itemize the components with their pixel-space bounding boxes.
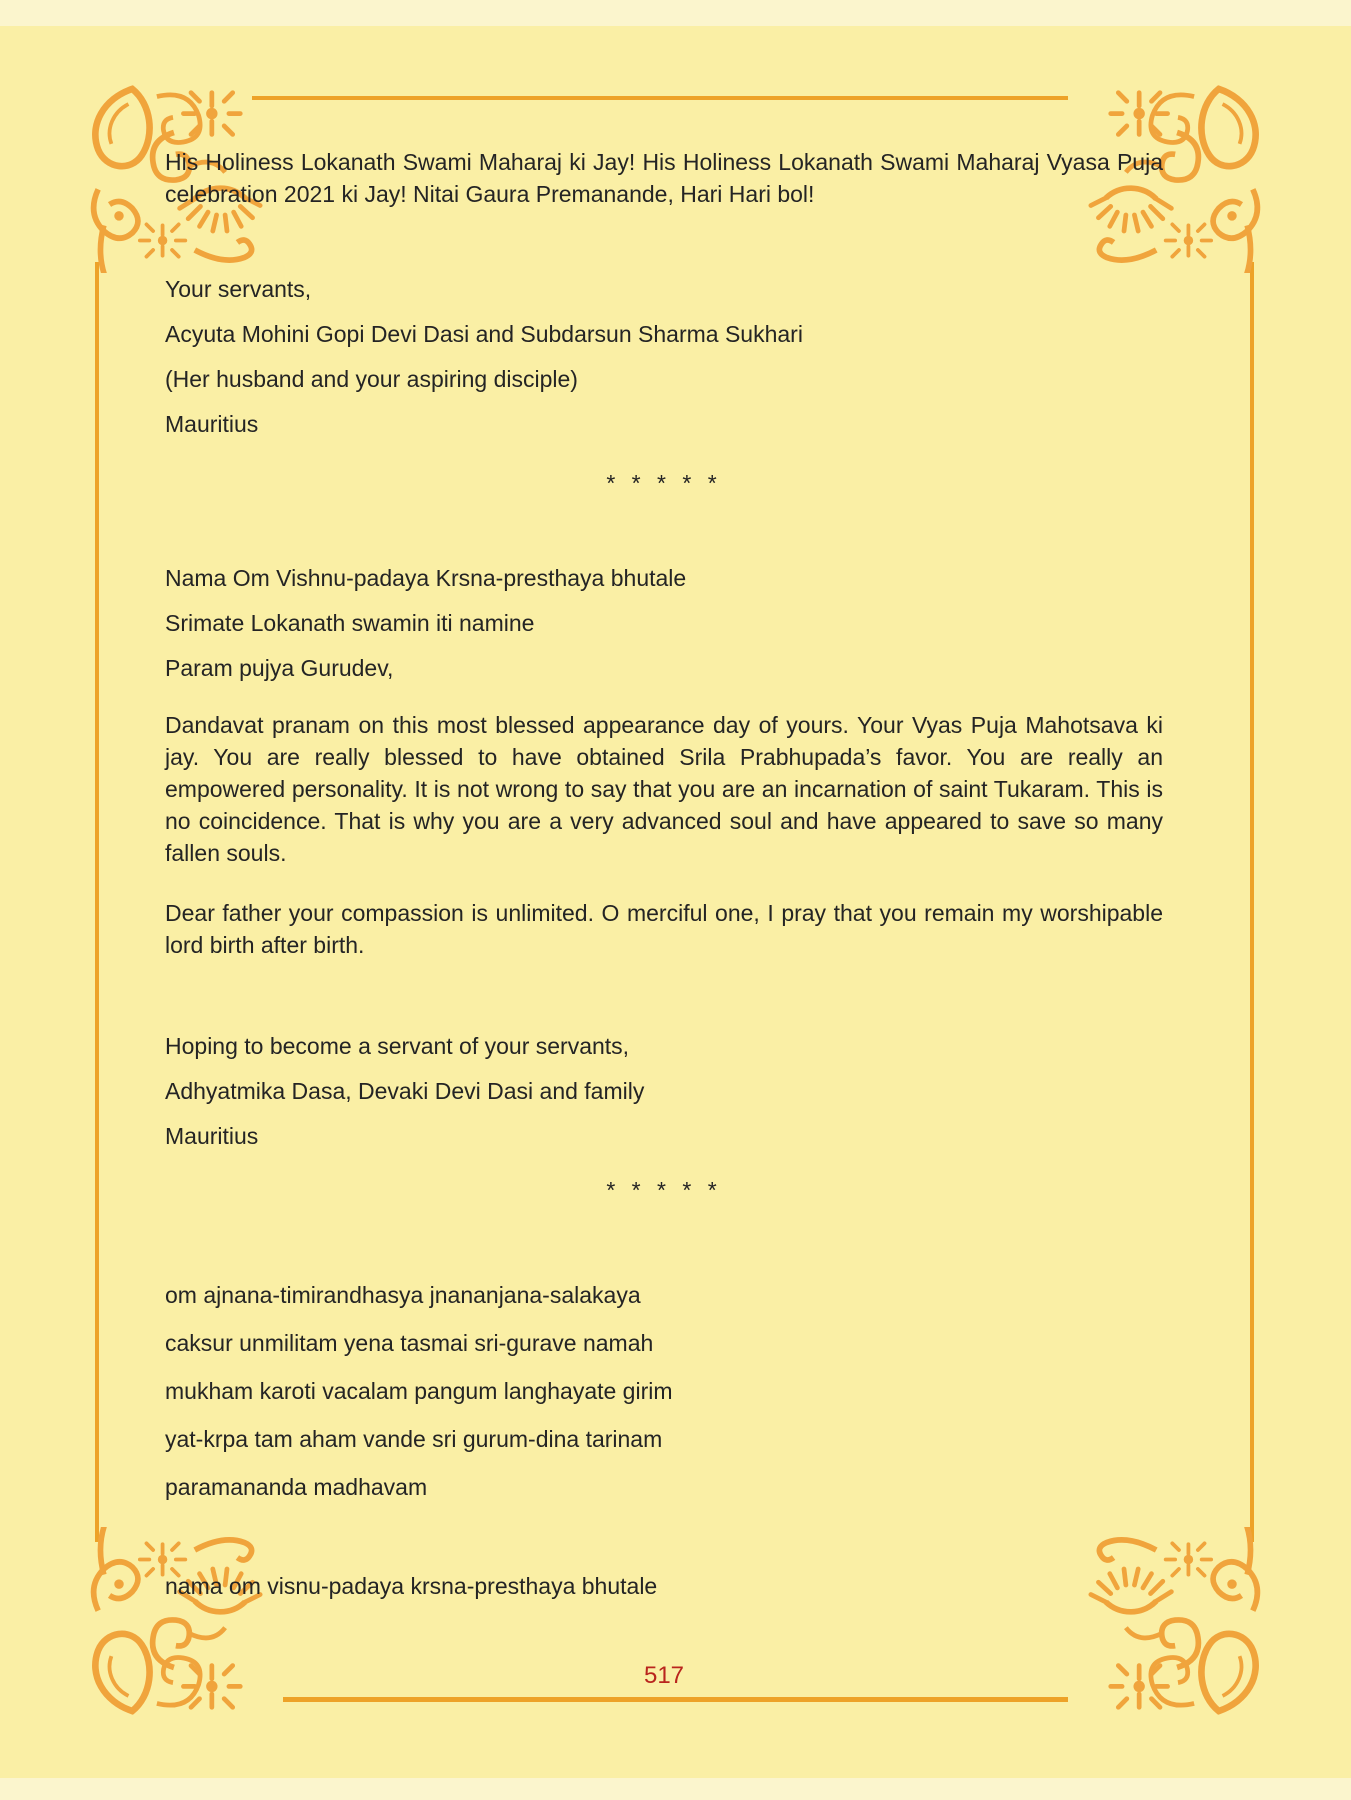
section-separator: * * * * * <box>606 1177 722 1203</box>
page-text-column <box>165 146 1163 1615</box>
frame-line-left <box>95 262 99 1542</box>
frame-line-bottom <box>283 1697 1068 1702</box>
signoff2-location: Mauritius <box>165 1123 259 1149</box>
verse-line-6: nama om visnu-padaya krsna-presthaya bhutale <box>165 1573 658 1599</box>
invocation-line-3: Param pujya Gurudev, <box>165 655 394 681</box>
section-separator: * * * * * <box>606 470 722 496</box>
page-number: 517 <box>643 1662 685 1689</box>
signoff-location: Mauritius <box>165 411 259 437</box>
signoff2-names: Adhyatmika Dasa, Devaki Devi Dasi and family <box>165 1078 645 1104</box>
verse-line-5: paramananda madhavam <box>165 1474 428 1500</box>
signoff2-intro: Hoping to become a servant of your servants, <box>165 1033 630 1059</box>
frame-line-top <box>252 96 1068 100</box>
salutation-paragraph: His Holiness Lokanath Swami Maharaj ki Jay! His Holiness Lokanath Swami Maharaj Vyasa Puja celebration 2021 ki Jay! Nitai Gaura Premanande, Hari Hari bol! <box>165 149 1163 207</box>
signoff-intro: Your servants, <box>165 276 312 302</box>
verse-line-2: caksur unmilitam yena tasmai sri-gurave namah <box>165 1330 654 1356</box>
signoff-note: (Her husband and your aspiring disciple) <box>165 366 578 392</box>
verse-line-1: om ajnana-timirandhasya jnananjana-salakaya <box>165 1282 641 1308</box>
offering-paragraph-2: Dear father your compassion is unlimited. O merciful one, I pray that you remain my worshipable lord birth after birth. <box>165 900 1163 958</box>
frame-line-right <box>1250 262 1254 1542</box>
verse-line-3: mukham karoti vacalam pangum langhayate girim <box>165 1378 673 1404</box>
page-edge-top <box>0 0 1351 26</box>
invocation-line-2: Srimate Lokanath swamin iti namine <box>165 610 535 636</box>
page-edge-bottom <box>0 1778 1351 1800</box>
offering-paragraph-1: Dandavat pranam on this most blessed appearance day of yours. Your Vyas Puja Mahotsava ki jay. You are really blessed to have obtained Srila Prabhupada’s favor. You are really an empowered personality. It is not wrong to say that you are an incarnation of saint Tukaram. This is no coincidence. That is why you are a very advanced soul and have appeared to save so many fallen souls. <box>165 712 1163 866</box>
invocation-line-1: Nama Om Vishnu-padaya Krsna-presthaya bhutale <box>165 565 687 591</box>
verse-line-4: yat-krpa tam aham vande sri gurum-dina tarinam <box>165 1426 663 1452</box>
signoff-names: Acyuta Mohini Gopi Devi Dasi and Subdarsun Sharma Sukhari <box>165 321 803 347</box>
